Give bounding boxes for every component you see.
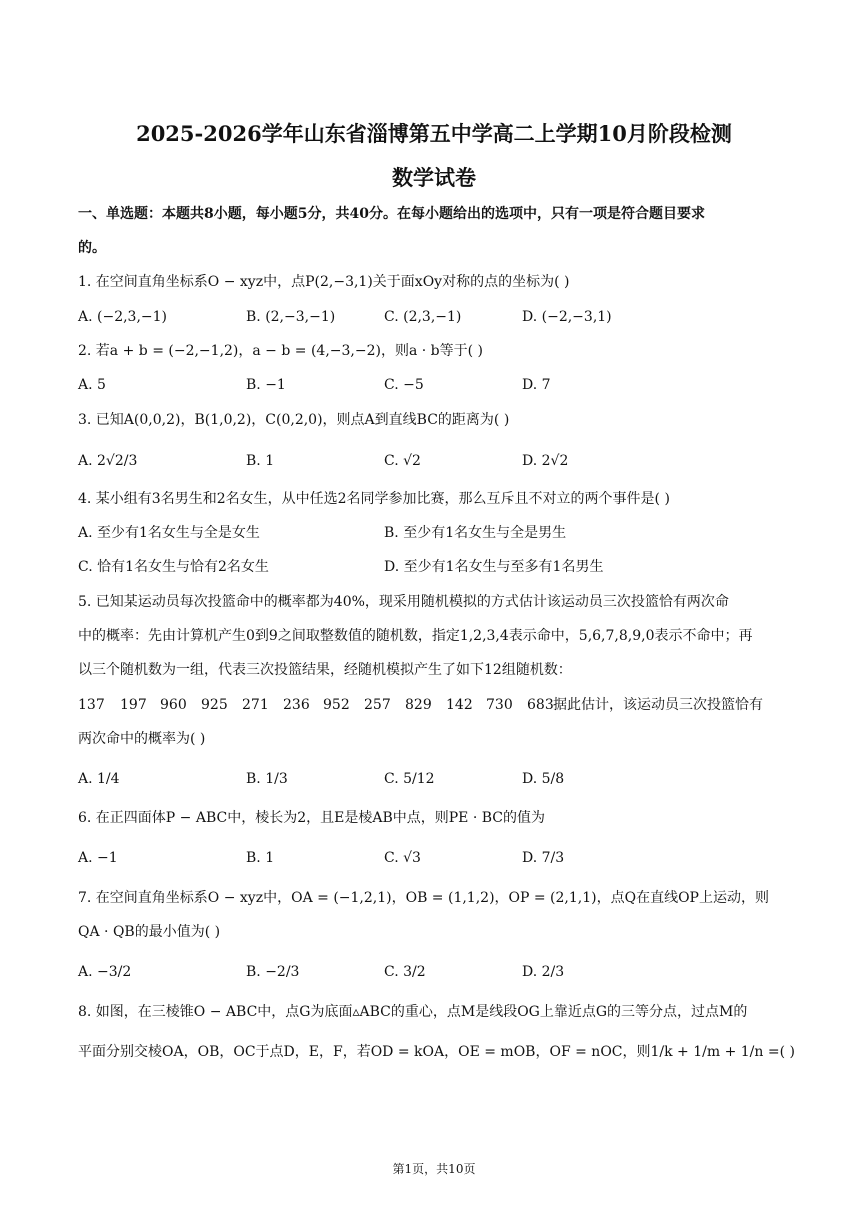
q2-option-c: C. −5 bbox=[384, 377, 424, 393]
question-4-stem: 4. 某小组有3名男生和2名女生，从中任选2名同学参加比赛，那么互斥且不对立的两个事件是( ) bbox=[78, 491, 670, 507]
q5-random-number: 257 bbox=[364, 697, 391, 713]
q2-option-a: A. 5 bbox=[78, 377, 106, 393]
page-footer: 第1页，共10页 bbox=[392, 1162, 476, 1176]
q4-option-c: C. 恰有1名女生与恰有2名女生 bbox=[78, 559, 269, 575]
q5-option-d: D. 5/8 bbox=[522, 771, 565, 787]
section-heading-cont: 的。 bbox=[78, 240, 106, 256]
q5-random-number: 829 bbox=[405, 697, 432, 713]
question-1-stem: 1. 在空间直角坐标系O − xyz中，点P(2,−3,1)关于面xOy对称的点的坐标为( ) bbox=[78, 274, 570, 290]
question-5-line-2: 中的概率：先由计算机产生0到9之间取整数值的随机数，指定1,2,3,4表示命中，5,6,7,8,9,0表示不命中；再 bbox=[78, 628, 753, 644]
q7-option-a: A. −3/2 bbox=[78, 964, 132, 980]
section-heading: 一、单选题：本题共8小题，每小题5分，共40分。在每小题给出的选项中，只有一项是符合题目要求 bbox=[78, 206, 705, 222]
q5-random-number: 197 bbox=[120, 697, 147, 713]
q6-option-a: A. −1 bbox=[78, 850, 118, 866]
q7-option-c: C. 3/2 bbox=[384, 964, 426, 980]
q5-random-number: 142 bbox=[446, 697, 473, 713]
q7-option-b: B. −2/3 bbox=[246, 964, 300, 980]
q3-option-c: C. √2 bbox=[384, 453, 421, 469]
q6-option-c: C. √3 bbox=[384, 850, 421, 866]
question-7-line-1: 7. 在空间直角坐标系O − xyz中，OA = (−1,2,1)，OB = (1,1,2)，OP = (2,1,1)，点Q在直线OP上运动，则 bbox=[78, 890, 769, 906]
q5-option-c: C. 5/12 bbox=[384, 771, 435, 787]
page-title: 2025-2026学年山东省淄博第五中学高二上学期10月阶段检测 bbox=[136, 121, 732, 146]
question-5-line-5: 两次命中的概率为( ) bbox=[78, 731, 206, 747]
page-subtitle: 数学试卷 bbox=[392, 165, 476, 190]
q5-random-number: 683 bbox=[527, 697, 554, 713]
question-5-line-1: 5. 已知某运动员每次投篮命中的概率都为40%，现采用随机模拟的方式估计该运动员三次投篮恰有两次命 bbox=[78, 594, 729, 610]
q5-random-number: 137 bbox=[78, 697, 105, 713]
q1-option-a: A. (−2,3,−1) bbox=[78, 309, 168, 325]
q6-option-b: B. 1 bbox=[246, 850, 275, 866]
q5-random-number: 236 bbox=[283, 697, 310, 713]
question-2-stem: 2. 若a + b = (−2,−1,2)，a − b = (4,−3,−2)，则a · b等于( ) bbox=[78, 343, 483, 359]
q1-option-d: D. (−2,−3,1) bbox=[522, 309, 612, 325]
q4-option-b: B. 至少有1名女生与全是男生 bbox=[384, 525, 567, 541]
question-5-line-3: 以三个随机数为一组，代表三次投篮结果，经随机模拟产生了如下12组随机数： bbox=[78, 662, 572, 678]
q1-option-b: B. (2,−3,−1) bbox=[246, 309, 336, 325]
question-3-stem: 3. 已知A(0,0,2)，B(1,0,2)，C(0,2,0)，则点A到直线BC的距离为( ) bbox=[78, 412, 510, 428]
q6-option-d: D. 7/3 bbox=[522, 850, 565, 866]
q4-option-d: D. 至少有1名女生与至多有1名男生 bbox=[384, 559, 604, 575]
q3-option-a: A. 2√2/3 bbox=[78, 453, 138, 469]
q5-option-b: B. 1/3 bbox=[246, 771, 288, 787]
q2-option-d: D. 7 bbox=[522, 377, 551, 393]
q5-random-number: 730 bbox=[486, 697, 513, 713]
q3-option-d: D. 2√2 bbox=[522, 453, 569, 469]
q5-random-number: 952 bbox=[323, 697, 350, 713]
q5-random-number: 271 bbox=[242, 697, 269, 713]
q5-random-number: 925 bbox=[201, 697, 228, 713]
question-8-line-1: 8. 如图，在三棱锥O − ABC中，点G为底面▵ABC的重心，点M是线段OG上靠近点G的三等分点，过点M的 bbox=[78, 1004, 748, 1020]
q7-option-d: D. 2/3 bbox=[522, 964, 565, 980]
q5-option-a: A. 1/4 bbox=[78, 771, 120, 787]
question-7-line-2: QA · QB的最小值为( ) bbox=[78, 924, 221, 940]
question-5-tail: 据此估计，该运动员三次投篮恰有 bbox=[553, 697, 763, 713]
q5-random-number: 960 bbox=[160, 697, 187, 713]
question-6-stem: 6. 在正四面体P − ABC中，棱长为2，且E是棱AB中点，则PE · BC的值为 bbox=[78, 810, 546, 826]
q1-option-c: C. (2,3,−1) bbox=[384, 309, 462, 325]
question-8-line-2: 平面分别交棱OA，OB，OC于点D，E，F，若OD = kOA，OE = mOB，OF = nOC，则1/k + 1/m + 1/n =( ) bbox=[78, 1044, 795, 1060]
q3-option-b: B. 1 bbox=[246, 453, 275, 469]
q2-option-b: B. −1 bbox=[246, 377, 286, 393]
q4-option-a: A. 至少有1名女生与全是女生 bbox=[78, 525, 260, 541]
